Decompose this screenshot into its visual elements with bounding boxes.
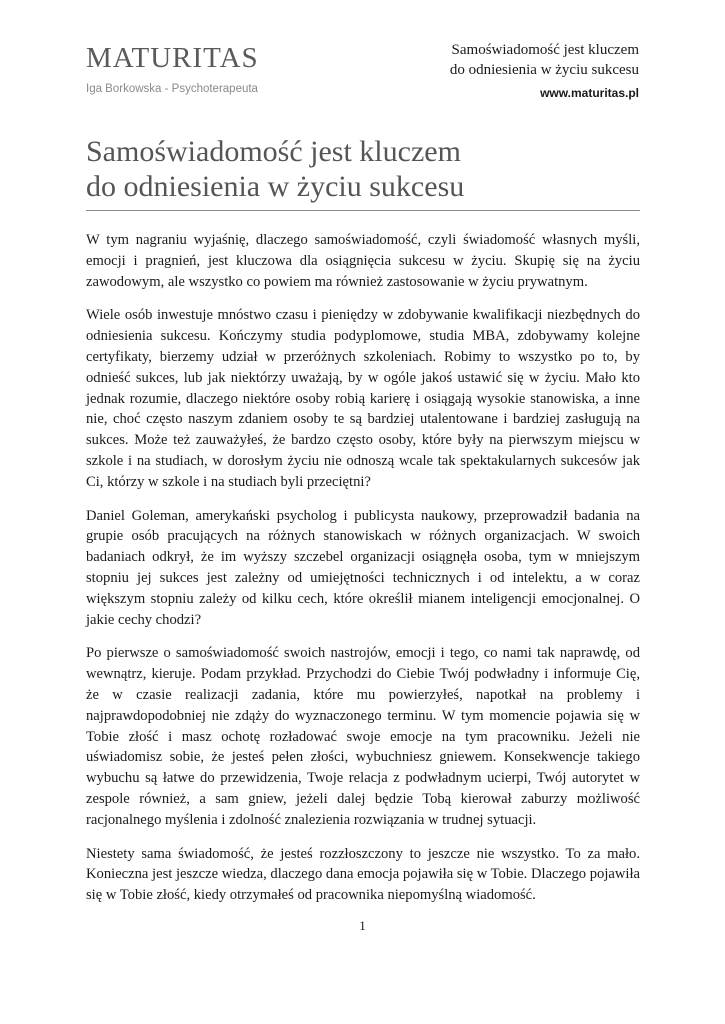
paragraph: Niestety sama świadomość, że jesteś rozzłoszczony to jeszcze nie wszystko. To za mało. Konieczna jest jeszcze wiedza, dlaczego dana emocja pojawiła się w Tobie. Dlaczego pojawiła się w Tobie złość, kiedy otrzymałeś od pracownika niepomyślną wiadomość.: [86, 845, 640, 904]
paragraph: Po pierwsze o samoświadomość swoich nastrojów, emocji i tego, co nami tak naprawdę, od wewnątrz, kieruje. Podam przykład. Przychodzi do Ciebie Twój podwładny i informuje Cię, że w czasie realizacji zadania, które mu powierzyłeś, napotkał na problemy i najprawdopodobniej nie zdąży do wyznaczonego terminu. W tym momencie pojawia się w Tobie złość i masz ochotę rozładować swoje emocje na tym pracowniku. Jeżeli nie uświadomisz sobie, że jesteś pełen złości, wybuchniesz gniewem. Konsekwencje takiego wybuchu są łatwe do przewidzenia, Twoje relacja z podwładnym ucierpi, Twój autorytet w zespole również, a sam gniew, jeżeli dalej będzie Tobą kierował zaburzy możliwość racjonalnego myślenia i zdolność znalezienia rozwiązania w trudnej sytuacji.: [86, 645, 640, 828]
header-brand-block: [86, 42, 259, 95]
document-title-block: [86, 134, 640, 211]
running-title-line1: Samoświadomość jest kluczem: [451, 42, 639, 58]
running-header: [450, 40, 639, 103]
brand-subtitle: Iga Borkowska - Psychoterapeuta: [86, 83, 258, 95]
page-number: 1: [359, 918, 366, 933]
paragraph: Wiele osób inwestuje mnóstwo czasu i pieniędzy w zdobywanie kwalifikacji niezbędnych do odniesienia sukcesu. Kończymy studia podyplomowe, studia MBA, zdobywamy kolejne certyfikaty, bierzemy udział w przeróżnych szkoleniach. Robimy to wszystko po to, by odnieść sukces, lub jak niektórzy uważają, by w ogóle jakoś ustawić się w życiu. Mało kto jednak rozumie, dlaczego niektóre osoby robią karierę i osiągają wysokie stanowiska, a inne nie, choć często naszym zdaniem osoby te są bardziej utalentowane i bardziej zasługują na sukces. Może też zauważyłeś, że bardzo często osoby, które były na pierwszym miejscu w szkole i na studiach, w dorosłym życiu nie odnoszą wcale tak spektakularnych sukcesów jak Ci, którzy w szkole i na studiach byli przeciętni?: [86, 307, 640, 490]
title-line1: Samoświadomość jest kluczem: [86, 135, 461, 168]
running-title-line2: do odniesienia w życiu sukcesu: [449, 62, 639, 78]
brand-name: MATURITAS: [86, 42, 259, 74]
page-title: [86, 134, 640, 204]
paragraph: W tym nagraniu wyjaśnię, dlaczego samoświadomość, czyli świadomość własnych myśli, emocji i pragnień, jest kluczowa dla osiągnięcia sukcesu w życiu. Skupię się na życiu zawodowym, ale wszystko co powiem ma również zastosowanie w życiu prywatnym.: [86, 232, 640, 290]
paragraph: Daniel Goleman, amerykański psycholog i publicysta naukowy, przeprowadził badania na grupie osób pracujących na różnych stanowiskach w różnych organizacjach. W swoich badaniach odkrył, że im wyższy szczebel organizacji osiągnęła osoba, tym w mniejszym stopniu jej sukces jest zależny od umiejętności technicznych i od intelektu, a w coraz większym stopniu zależy od kilku cech, które określił mianem inteligencji emocjonalnej. O jakie cechy chodzi?: [86, 507, 640, 628]
document-body: [86, 230, 640, 905]
website-url: www.maturitas.pl: [540, 86, 639, 100]
title-divider: [86, 210, 640, 211]
title-line2: do odniesienia w życiu sukcesu: [86, 170, 465, 203]
